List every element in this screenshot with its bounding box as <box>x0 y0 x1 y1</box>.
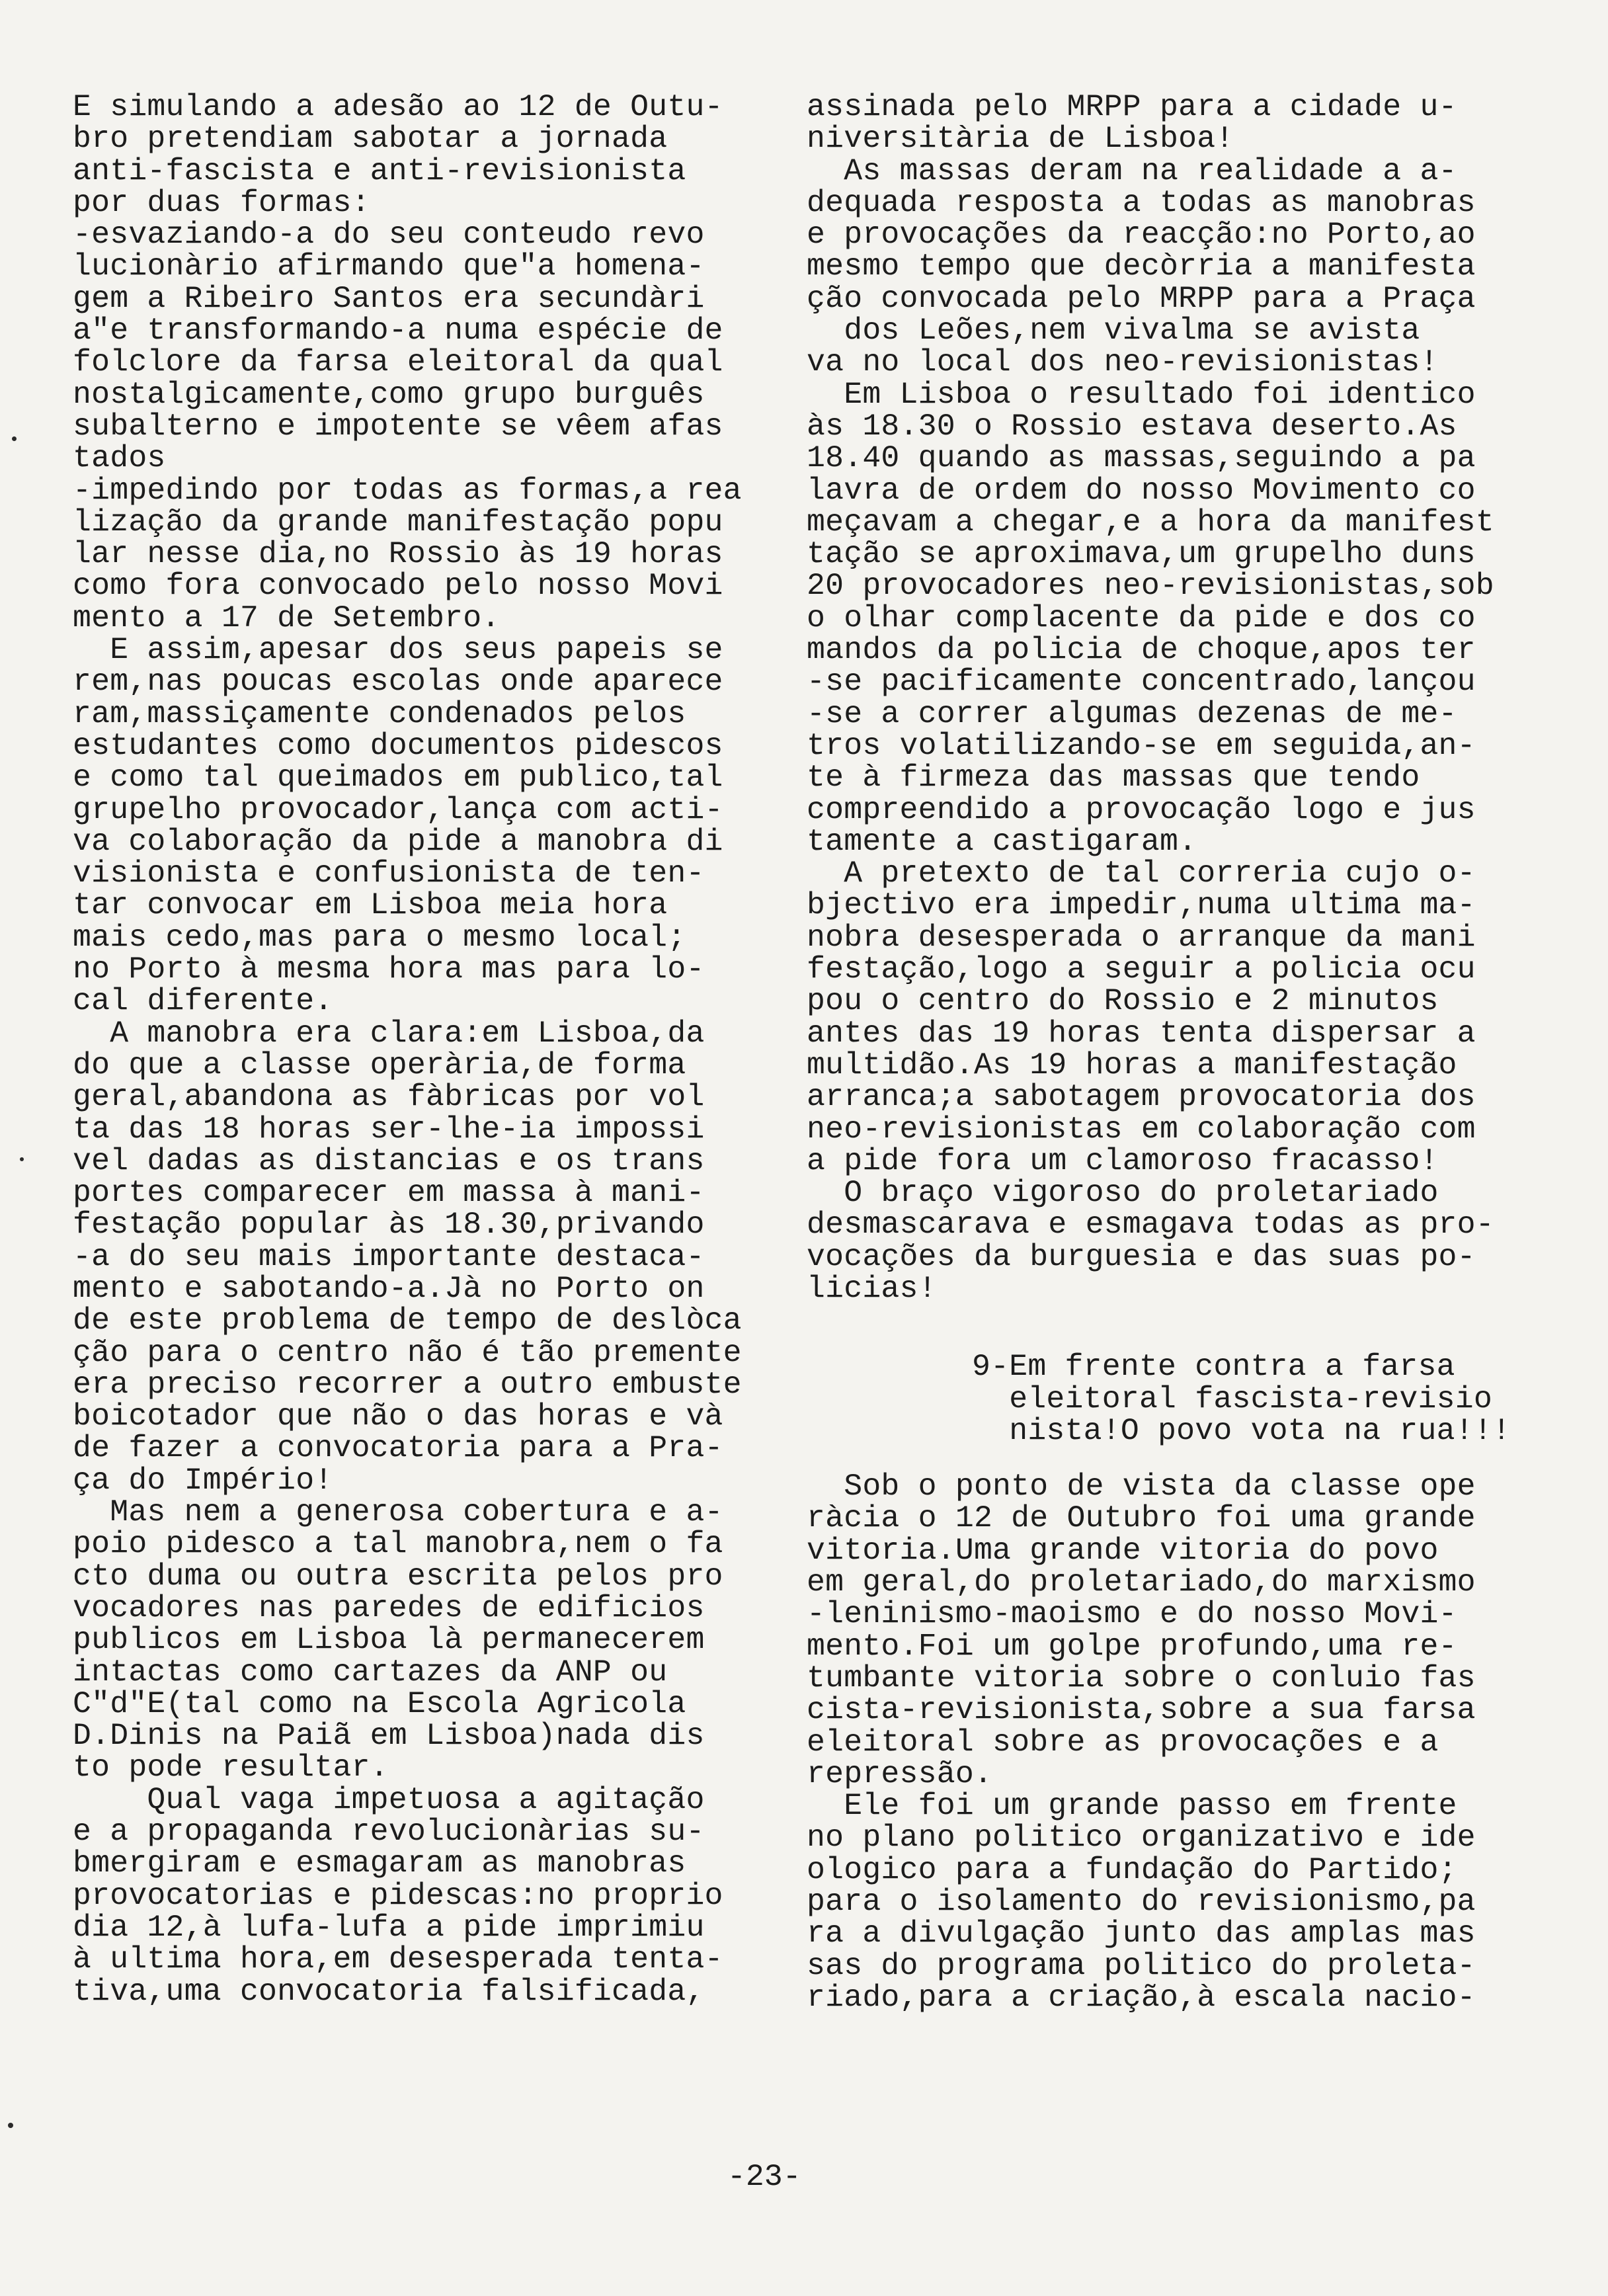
text-line: lar nesse dia,no Rossio às 19 horas <box>73 536 723 572</box>
text-line: o olhar complacente da pide e dos co <box>807 600 1476 636</box>
text-line: sas do programa politico do proleta- <box>807 1948 1476 1983</box>
text-line: ta das 18 horas ser-lhe-ia impossi <box>73 1111 705 1147</box>
text-line: Em Lisboa o resultado foi identico <box>807 376 1476 412</box>
text-line: poio pidesco a tal manobra,nem o fa <box>73 1526 723 1562</box>
text-line: no plano politico organizativo e ide <box>807 1820 1476 1856</box>
margin-speck <box>20 1157 24 1161</box>
page-number: -23- <box>727 2159 801 2194</box>
text-line: antes das 19 horas tenta dispersar a <box>807 1015 1476 1051</box>
text-line: ção para o centro não é tão premente <box>73 1334 742 1370</box>
text-line: to pode resultar. <box>73 1750 389 1785</box>
text-line: licias! <box>807 1270 937 1306</box>
text-line: subalterno e impotente se vêem afas <box>73 408 723 444</box>
text-line: va colaboração da pide a manobra di <box>73 823 723 859</box>
text-line: E assim,apesar dos seus papeis se <box>73 632 723 668</box>
text-line: mento e sabotando-a.Jà no Porto on <box>73 1270 705 1306</box>
text-line: ram,massiçamente condenados pelos <box>73 696 686 731</box>
text-line: va no local dos neo-revisionistas! <box>807 345 1439 380</box>
margin-speck <box>12 436 17 441</box>
text-line: e a propaganda revolucionàrias su- <box>73 1814 705 1850</box>
text-line: 20 provocadores neo-revisionistas,sob <box>807 568 1494 604</box>
text-line: grupelho provocador,lança com acti- <box>73 792 723 827</box>
text-line: mais cedo,mas para o mesmo local; <box>73 919 686 955</box>
text-line: para o isolamento do revisionismo,pa <box>807 1884 1476 1920</box>
left-column <box>73 91 807 2008</box>
heading-line: nista!O povo vota na rua!!! <box>972 1413 1511 1448</box>
right-column-bottom-text <box>807 1471 1587 2014</box>
text-line: à ultima hora,em desesperada tenta- <box>73 1942 723 1977</box>
text-line: lucionàrio afirmando que"a homena- <box>73 249 705 284</box>
text-line: do que a classe operària,de forma <box>73 1047 686 1083</box>
text-line: -leninismo-maoismo e do nosso Movi- <box>807 1596 1457 1632</box>
text-line: bjectivo era impedir,numa ultima ma- <box>807 887 1476 923</box>
text-line: A manobra era clara:em Lisboa,da <box>73 1015 705 1051</box>
section-heading <box>807 1351 1587 1447</box>
text-line: desmascarava e esmagava todas as pro- <box>807 1207 1494 1243</box>
text-line: mento a 17 de Setembro. <box>73 600 501 636</box>
text-line: As massas deram na realidade a a- <box>807 153 1457 188</box>
text-line: intactas como cartazes da ANP ou <box>73 1654 668 1690</box>
text-line: era preciso recorrer a outro embuste <box>73 1366 742 1402</box>
text-line: tamente a castigaram. <box>807 823 1197 859</box>
right-column-top-text <box>807 91 1587 1305</box>
text-line: -a do seu mais importante destaca- <box>73 1239 705 1274</box>
text-line: mandos da policia de choque,apos ter <box>807 632 1476 668</box>
text-line: estudantes como documentos pidescos <box>73 727 723 763</box>
text-line: Sob o ponto de vista da classe ope <box>807 1469 1476 1504</box>
text-line: ologico para a fundação do Partido; <box>807 1852 1457 1887</box>
text-line: a"e transformando-a numa espécie de <box>73 313 723 348</box>
text-line: bro pretendiam sabotar a jornada <box>73 121 668 157</box>
right-column <box>807 91 1587 2014</box>
text-line: boicotador que não o das horas e và <box>73 1399 723 1434</box>
text-line: 18.40 quando as massas,seguindo a pa <box>807 440 1476 476</box>
text-line: vocações da burguesia e das suas po- <box>807 1239 1476 1274</box>
text-line: repressão. <box>807 1756 993 1791</box>
text-line: nostalgicamente,como grupo burguês <box>73 376 705 412</box>
text-line: pou o centro do Rossio e 2 minutos <box>807 983 1439 1019</box>
text-line: -impedindo por todas as formas,a rea <box>73 472 742 508</box>
text-line: de este problema de tempo de deslòca <box>73 1303 742 1338</box>
text-line: -se pacificamente concentrado,lançou <box>807 664 1476 700</box>
text-line: dia 12,à lufa-lufa a pide imprimiu <box>73 1909 705 1945</box>
text-line: dequada resposta a todas as manobras <box>807 184 1476 220</box>
text-line: no Porto à mesma hora mas para lo- <box>73 952 705 987</box>
text-line: tiva,uma convocatoria falsificada, <box>73 1973 705 2009</box>
text-line: compreendido a provocação logo e jus <box>807 792 1476 827</box>
text-line: multidão.As 19 horas a manifestação <box>807 1047 1457 1083</box>
text-line: cto duma ou outra escrita pelos pro <box>73 1558 723 1594</box>
text-line: visionista e confusionista de ten- <box>73 856 705 891</box>
text-line: como fora convocado pelo nosso Movi <box>73 568 723 604</box>
text-line: riado,para a criação,à escala nacio- <box>807 1979 1476 2015</box>
text-line: tumbante vitoria sobre o conluio fas <box>807 1660 1476 1696</box>
text-line: lização da grande manifestação popu <box>73 504 723 540</box>
text-line: festação popular às 18.30,privando <box>73 1207 705 1243</box>
text-line: gem a Ribeiro Santos era secundàri <box>73 280 705 316</box>
text-line: D.Dinis na Paiã em Lisboa)nada dis <box>73 1718 705 1754</box>
text-line: tar convocar em Lisboa meia hora <box>73 887 668 923</box>
text-line: folclore da farsa eleitoral da qual <box>73 345 723 380</box>
text-line: e provocações da reacção:no Porto,ao <box>807 217 1476 253</box>
text-line: Qual vaga impetuosa a agitação <box>73 1782 705 1817</box>
text-line: A pretexto de tal correria cujo o- <box>807 856 1476 891</box>
text-line: de fazer a convocatoria para a Pra- <box>73 1430 723 1466</box>
margin-speck <box>8 2123 13 2128</box>
text-line: tação se aproximava,um grupelho duns <box>807 536 1476 572</box>
text-line: bmergiram e esmagaram as manobras <box>73 1846 686 1881</box>
heading-line: 9-Em frente contra a farsa <box>972 1349 1455 1385</box>
text-line: te à firmeza das massas que tendo <box>807 760 1420 796</box>
heading-line: eleitoral fascista-revisio <box>972 1381 1492 1416</box>
text-line: cista-revisionista,sobre a sua farsa <box>807 1692 1476 1728</box>
text-line: dos Leões,nem vivalma se avista <box>807 313 1420 348</box>
text-line: festação,logo a seguir a policia ocu <box>807 952 1476 987</box>
text-line: às 18.30 o Rossio estava deserto.As <box>807 408 1457 444</box>
text-line: O braço vigoroso do proletariado <box>807 1175 1439 1211</box>
text-line: ça do Império! <box>73 1462 333 1498</box>
text-line: -esvaziando-a do seu conteudo revo <box>73 217 705 253</box>
text-line: tros volatilizando-se em seguida,an- <box>807 727 1476 763</box>
text-line: neo-revisionistas em colaboração com <box>807 1111 1476 1147</box>
text-line: arranca;a sabotagem provocatoria dos <box>807 1079 1476 1115</box>
text-line: C"d"E(tal como na Escola Agricola <box>73 1686 686 1721</box>
text-line: provocatorias e pidescas:no proprio <box>73 1877 723 1913</box>
text-line: vitoria.Uma grande vitoria do povo <box>807 1532 1439 1568</box>
text-line: nobra desesperada o arranque da mani <box>807 919 1476 955</box>
text-line: vocadores nas paredes de edificios <box>73 1590 705 1625</box>
text-line: em geral,do proletariado,do marxismo <box>807 1565 1476 1600</box>
text-line: mento.Foi um golpe profundo,uma re- <box>807 1628 1457 1664</box>
text-line: eleitoral sobre as provocações e a <box>807 1724 1439 1760</box>
text-line: mesmo tempo que decòrria a manifesta <box>807 249 1476 284</box>
text-line: a pide fora um clamoroso fracasso! <box>807 1143 1439 1178</box>
text-line: geral,abandona as fàbricas por vol <box>73 1079 705 1115</box>
text-line: vel dadas as distancias e os trans <box>73 1143 705 1178</box>
text-line: -se a correr algumas dezenas de me- <box>807 696 1457 731</box>
text-line: ràcia o 12 de Outubro foi uma grande <box>807 1500 1476 1536</box>
text-line: por duas formas: <box>73 184 370 220</box>
text-line: tados <box>73 440 166 476</box>
text-line: portes comparecer em massa à mani- <box>73 1175 705 1211</box>
text-line: Ele foi um grande passo em frente <box>807 1788 1457 1824</box>
text-line: lavra de ordem do nosso Movimento co <box>807 472 1476 508</box>
text-line: niversitària de Lisboa! <box>807 121 1234 157</box>
text-line: meçavam a chegar,e a hora da manifest <box>807 504 1494 540</box>
text-line: ção convocada pelo MRPP para a Praça <box>807 280 1476 316</box>
text-line: assinada pelo MRPP para a cidade u- <box>807 89 1457 124</box>
text-line: anti-fascista e anti-revisionista <box>73 153 686 188</box>
text-line: e como tal queimados em publico,tal <box>73 760 723 796</box>
text-line: cal diferente. <box>73 983 333 1019</box>
text-line: Mas nem a generosa cobertura e a- <box>73 1495 723 1530</box>
text-line: E simulando a adesão ao 12 de Outu- <box>73 89 723 124</box>
text-line: ra a divulgação junto das amplas mas <box>807 1916 1476 1951</box>
text-line: publicos em Lisboa là permanecerem <box>73 1622 705 1658</box>
text-line: rem,nas poucas escolas onde aparece <box>73 664 723 700</box>
